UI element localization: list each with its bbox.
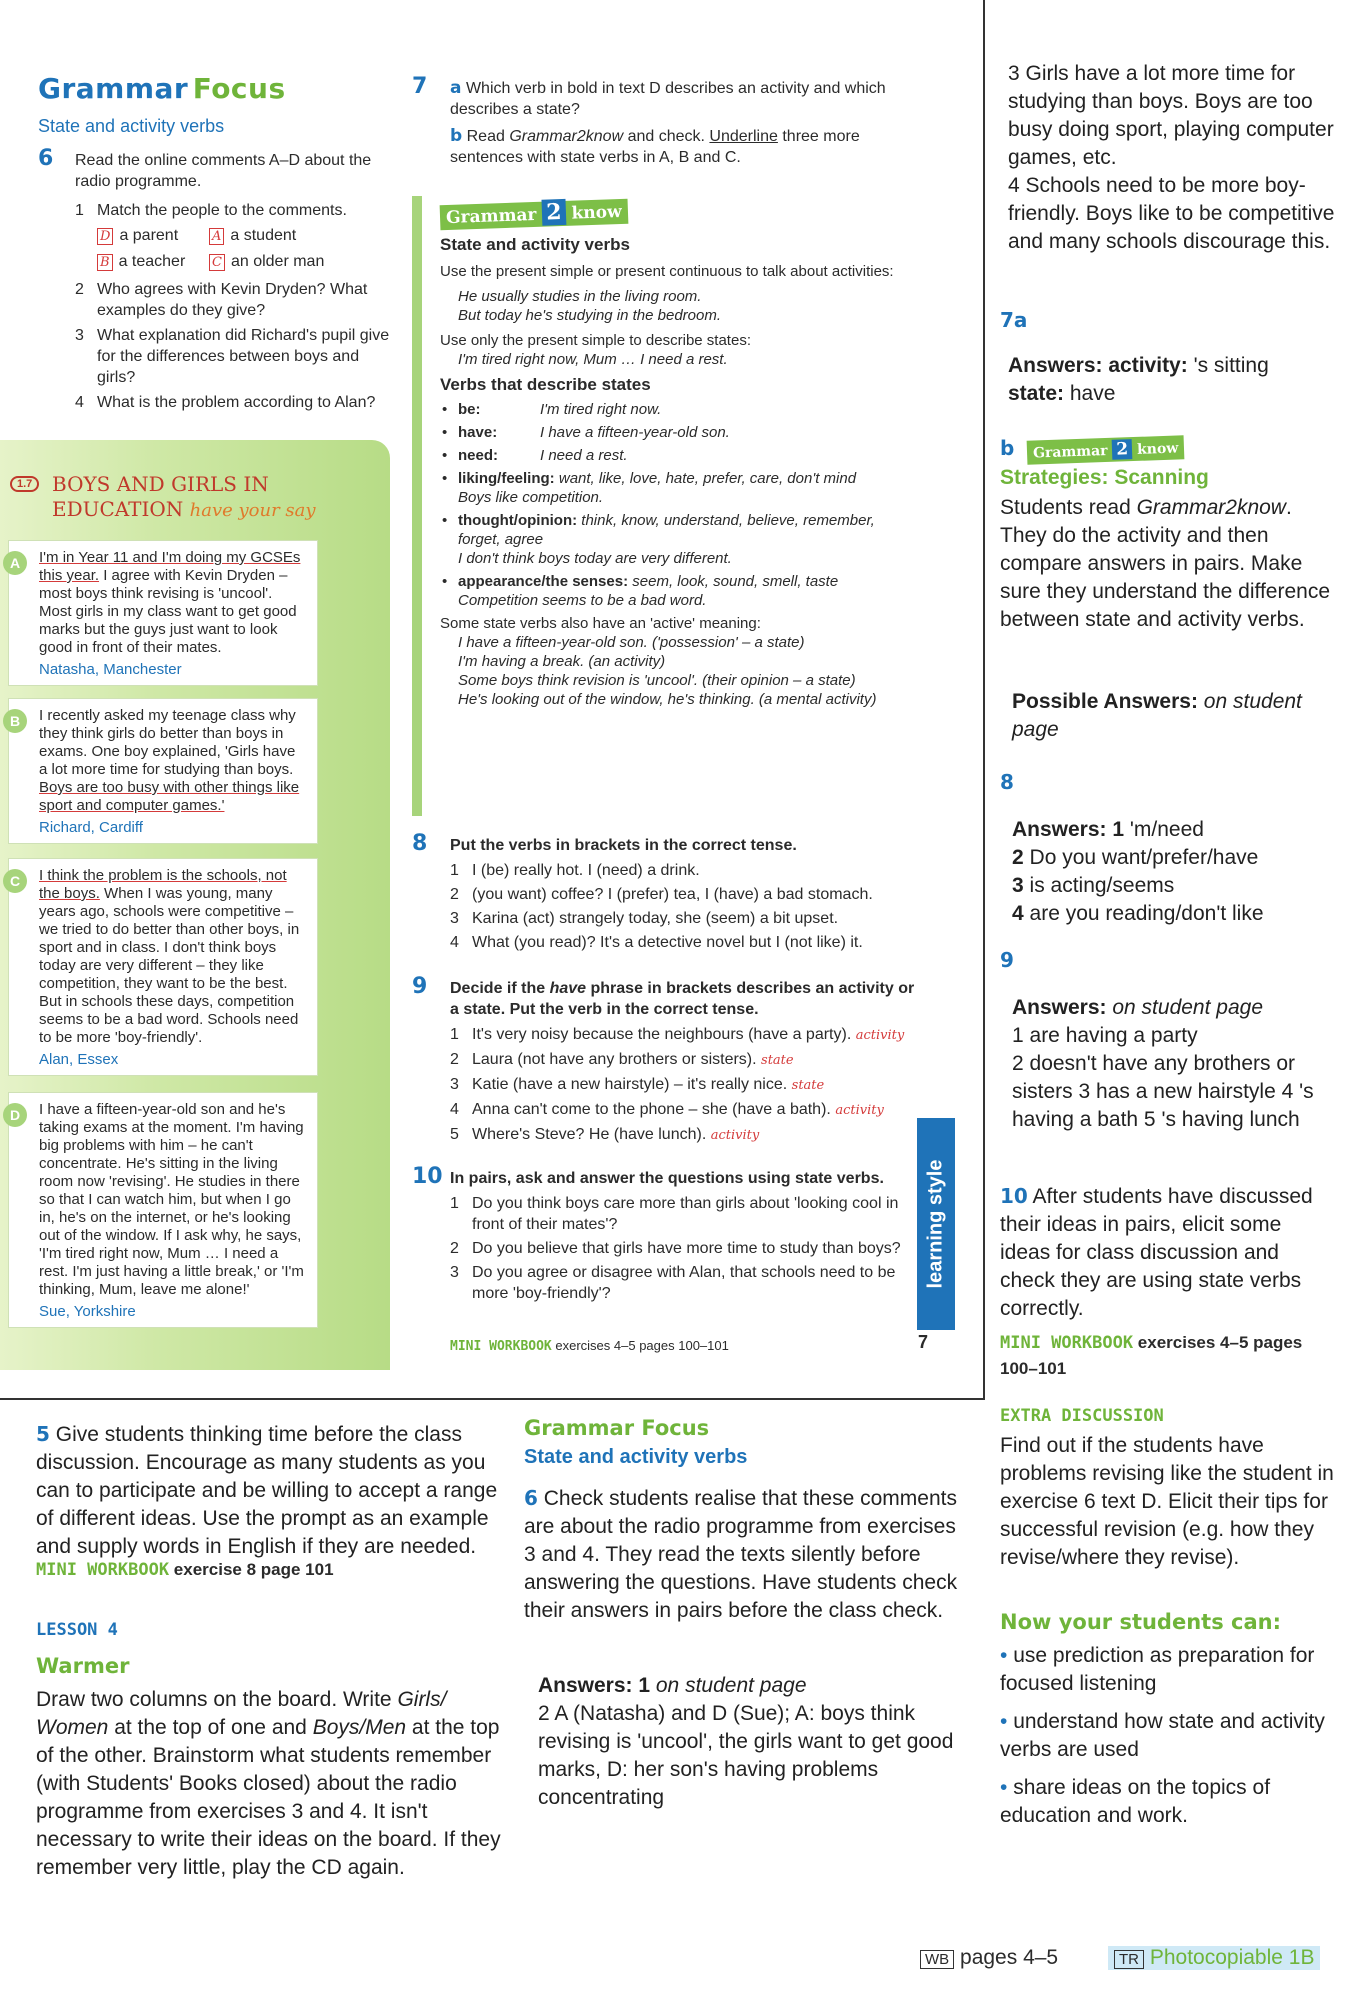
cd-track-icon[interactable]: 1.7 [10,476,39,492]
note-10: 10 After students have discussed their ideas in pairs, elicit some ideas for class discussion and check they are using state verbs correctly. [1000,1184,1313,1320]
ex6-q2: 2 Who agrees with Kevin Dryden? What examples do they give? [75,281,368,319]
exercise-9: 9 Decide if the have phrase in brackets describes an activity or a state. Put the verb in the correct tense. 1 It's very noisy because the neighbours (have a party). activity 2 Laura (not have any brothers or sisters). state 3 Katie (have a new hairstyle) – it's really nice. state 4 Anna can't come to the phone – she (have a bath). activity 5 Where's Steve? He (have lunch). activity [412,978,922,1149]
warmer-text: Draw two columns on the board. Write Girls/ Women at the top of one and Boys/Men at the top of the other. Brainstorm what students remember (with Students' Books closed) about the radio programme from exercises 3 and 4. It isn't necessary to write their ideas on the board. If they remember very little, play the CD again. [36,1688,501,1879]
exercise-6-questions [75,200,395,413]
verb-item: • thought/opinion: think, know, understand, believe, remember, forget, agree I don't think boys today are very different. [440,511,920,568]
verb-item: • need: I need a rest. [440,446,920,465]
track-badge [10,474,39,492]
mini-workbook-inner: MINI WORKBOOK exercises 4–5 pages 100–101 [450,1338,729,1354]
grammar-focus-subtitle: State and activity verbs [38,116,225,136]
exercise-6: 6 Read the online comments A–D about the radio programme. [38,146,372,190]
note-7b-text: Students read Grammar2know. They do the activity and then compare answers in pairs. Make sure they understand the difference between state and activity verbs. [1000,496,1331,631]
ex8-item: 1 I (be) really hot. I (need) a drink. [450,862,700,879]
lesson-4-heading: LESSON 4 [36,1620,118,1640]
note-5: 5 Give students thinking time before the class discussion. Encourage as many students as you can to participate and be willing to accept a range of different ideas. Use the prompt as an example and supply words in English if they are needed. [36,1422,498,1558]
bottom-grammar-focus: Grammar Focus [524,1416,710,1440]
page-number: 7 [918,1332,929,1352]
note-7a-heading: 7a [1000,308,1028,332]
note-9-heading: 9 [1000,948,1014,972]
now-your-students-heading: Now your students can: [1000,1610,1281,1634]
footer-workbook-ref: WB pages 4–5 [920,1946,1058,1970]
verb-item: • have: I have a fifteen-year-old son. [440,423,920,442]
state-verbs-list [440,400,920,610]
extra-discussion-text: Find out if the students have problems revising like the student in exercise 6 text D. Elicit their tips for successful revision (e.g. how they revise/where they revise). [1000,1434,1334,1569]
g2k-heading: State and activity verbs [440,235,630,254]
note-7b-heading: b Grammar 2 know [1000,436,1184,462]
verbs-states-heading: Verbs that describe states [440,375,651,394]
grammar2know-panel: Grammar 2 know State and activity verbs Use the present simple or present continuous to talk about activities: He usually studies in the living room. But today he's studying in the bedroom. Use only the present simple to describe states: I'm tired right now, Mum … I need a rest. Verbs that describe states • be: I'm tired right now. • have: I have a fifteen-year-old son. • need: I need a rest. • liking/feeling: want, like, love, hate, prefer, care, don't mind Boys like competition. • thought/opinion: think, know, understand, believe, remember, forget, agree I don't think boys today are very different. • appearance/the senses: seem, look, sound, smell, taste Competition seems to be a bad word. Some state verbs also have an 'active' meaning: I have a fifteen-year-old son. ('possession' – a state) I'm having a break. (an activity) Some boys think revision is 'uncool'. (their opinion – a state) He's looking out of the window, he's thinking. (a mental activity) [412,196,932,816]
match-parent[interactable]: D a parent [97,225,209,247]
comment-c: C I think the problem is the schools, not the boys. When I was young, many years ago, schools were competitive – we tried to do better than other boys, in sport and in class. I don't think boys today are very different – they like competition, they want to be the best. But in schools these days, competition seems to be a bad word. Schools need to be more 'boy-friendly'. Alan, Essex [8,858,318,1076]
wb-icon: WB [920,1950,954,1969]
ex6-q4: 4 What is the problem according to Alan? [75,394,376,411]
note-7a-answers: Answers: activity: 's sitting state: have [1008,354,1269,405]
comment-b: B I recently asked my teenage class why they think girls do better than boys in exams. One boy explained, 'Girls have a lot more time for studying than boys. Boys are too busy with other things like sport and computer games.' Richard, Cardiff [8,698,318,844]
ex8-item: 4 What (you read)? It's a detective novel but I (not like) it. [450,934,863,951]
ex10-item: 2 Do you believe that girls have more time to study than boys? [450,1240,901,1257]
note-6-answers: Answers: 1 on student page 2 A (Natasha) and D (Sue); A: boys think revising is 'uncool', the girls want to get good marks, D: her son's having problems concentrating [538,1674,954,1809]
note-9-answers: Answers: on student page 1 are having a party 2 doesn't have any brothers or sisters 3 has a new hairstyle 4 's having a bath 5 's having lunch [1012,996,1314,1131]
mini-workbook-5: MINI WORKBOOK exercise 8 page 101 [36,1560,334,1580]
ex6-q3: 3 What explanation did Richard's pupil give for the differences between boys and girls? [75,327,390,386]
ex6-q1: 1 Match the people to the comments. [75,202,347,219]
notes-items-3-4: 3 Girls have a lot more time for studying than boys. Boys are too busy doing sport, playing computer games, etc. 4 Schools need to be more boy-friendly. Boys like to be competitive and many schools discourage this. [1008,62,1335,253]
match-older-man[interactable]: C an older man [209,251,359,273]
now-your-students-list: • use prediction as preparation for focused listening • understand how state and activity verbs are used • share ideas on the topics of education and work. [1000,1644,1325,1827]
ex8-item: 2 (you want) coffee? I (prefer) tea, I (have) a bad stomach. [450,886,873,903]
note-8-heading: 8 [1000,770,1014,794]
exercise-7: 7 a Which verb in bold in text D describes an activity and which describes a state? b Read Grammar2know and check. Underline three more sentences with state verbs in A, B and C. [412,74,886,166]
grammar-focus-heading: Grammar Focus [38,72,286,105]
comment-d: D I have a fifteen-year-old son and he's taking exams at the moment. I'm having big problems with him – he can't concentrate. He's sitting in the living room now 'revising'. He studies in there so that I can watch him, but when I go in, he's on the internet, or he's looking out of the window. If I ask why, he says, 'I'm tired right now, Mum … I need a rest. I'm just having a little break,' or 'I'm thinking, Mum, leave me alone!' Sue, Yorkshire [8,1092,318,1328]
verb-item: • be: I'm tired right now. [440,400,920,419]
verb-item: • appearance/the senses: seem, look, sound, smell, taste Competition seems to be a bad word. [440,572,920,610]
comments-panel [0,440,390,1370]
ex10-item: 1 Do you think boys care more than girls about 'looking cool in front of their mates'? [450,1195,899,1233]
comment-a: A I'm in Year 11 and I'm doing my GCSEs this year. I agree with Kevin Dryden – most boys think revising is 'uncool'. Most girls in my class want to get good marks but the guys just want to look good in front of their mates. Natasha, Manchester [8,540,318,686]
grammar2know-badge: Grammar 2 know [440,199,628,231]
comments-title: BOYS AND GIRLS IN EDUCATION have your say [52,472,316,521]
warmer-heading: Warmer [36,1654,130,1678]
note-6: 6 Check students realise that these comments are about the radio programme from exercises 3 and 4. They read the texts silently before answering the questions. Have students check their answers in pairs before the class check. [524,1486,958,1622]
note-8-answers: Answers: 1 'm/need 2 Do you want/prefer/have 3 is acting/seems 4 are you reading/don't like [1012,818,1264,925]
mini-workbook-notes: MINI WORKBOOK exercises 4–5 pages 100–101 [1000,1333,1303,1378]
match-student[interactable]: A a student [209,225,359,247]
extra-discussion-heading: EXTRA DISCUSSION [1000,1406,1164,1426]
ex9-item: 5 Where's Steve? He (have lunch). activity [450,1126,760,1143]
ex9-item: 2 Laura (not have any brothers or sisters). state [450,1051,794,1068]
exercise-8: 8 Put the verbs in brackets in the correct tense. 1 I (be) really hot. I (need) a drink. 2 (you want) coffee? I (prefer) tea, I (have) a bad stomach. 3 Karina (act) strangely today, she (seem) a bit upset. 4 What (you read)? It's a detective novel but I (not like) it. [412,835,932,956]
verb-item: • liking/feeling: want, like, love, hate, prefer, care, don't mind Boys like competition. [440,469,920,507]
strategies-scanning: Strategies: Scanning [1000,466,1209,489]
footer-photocopiable: TR Photocopiable 1B [1108,1946,1320,1970]
learning-style-tab: learning style [917,1118,955,1330]
note-possible-answers: Possible Answers: on student page [1012,690,1302,741]
exercise-10: 10 In pairs, ask and answer the questions using state verbs. 1 Do you think boys care more than girls about 'looking cool in front of their mates'? 2 Do you believe that girls have more time to study than boys? 3 Do you agree or disagree with Alan, that schools need to be more 'boy-friendly'? [412,1168,907,1307]
ex10-item: 3 Do you agree or disagree with Alan, that schools need to be more 'boy-friendly'? [450,1264,896,1302]
tr-icon: TR [1114,1950,1144,1969]
bottom-grammar-subtitle: State and activity verbs [524,1446,748,1468]
ex9-item: 1 It's very noisy because the neighbours (have a party). activity [450,1026,905,1043]
ex9-item: 3 Katie (have a new hairstyle) – it's really nice. state [450,1076,825,1093]
ex9-item: 4 Anna can't come to the phone – she (have a bath). activity [450,1101,884,1118]
match-options [75,225,395,273]
match-teacher[interactable]: B a teacher [97,251,209,273]
ex8-item: 3 Karina (act) strangely today, she (seem) a bit upset. [450,910,839,927]
